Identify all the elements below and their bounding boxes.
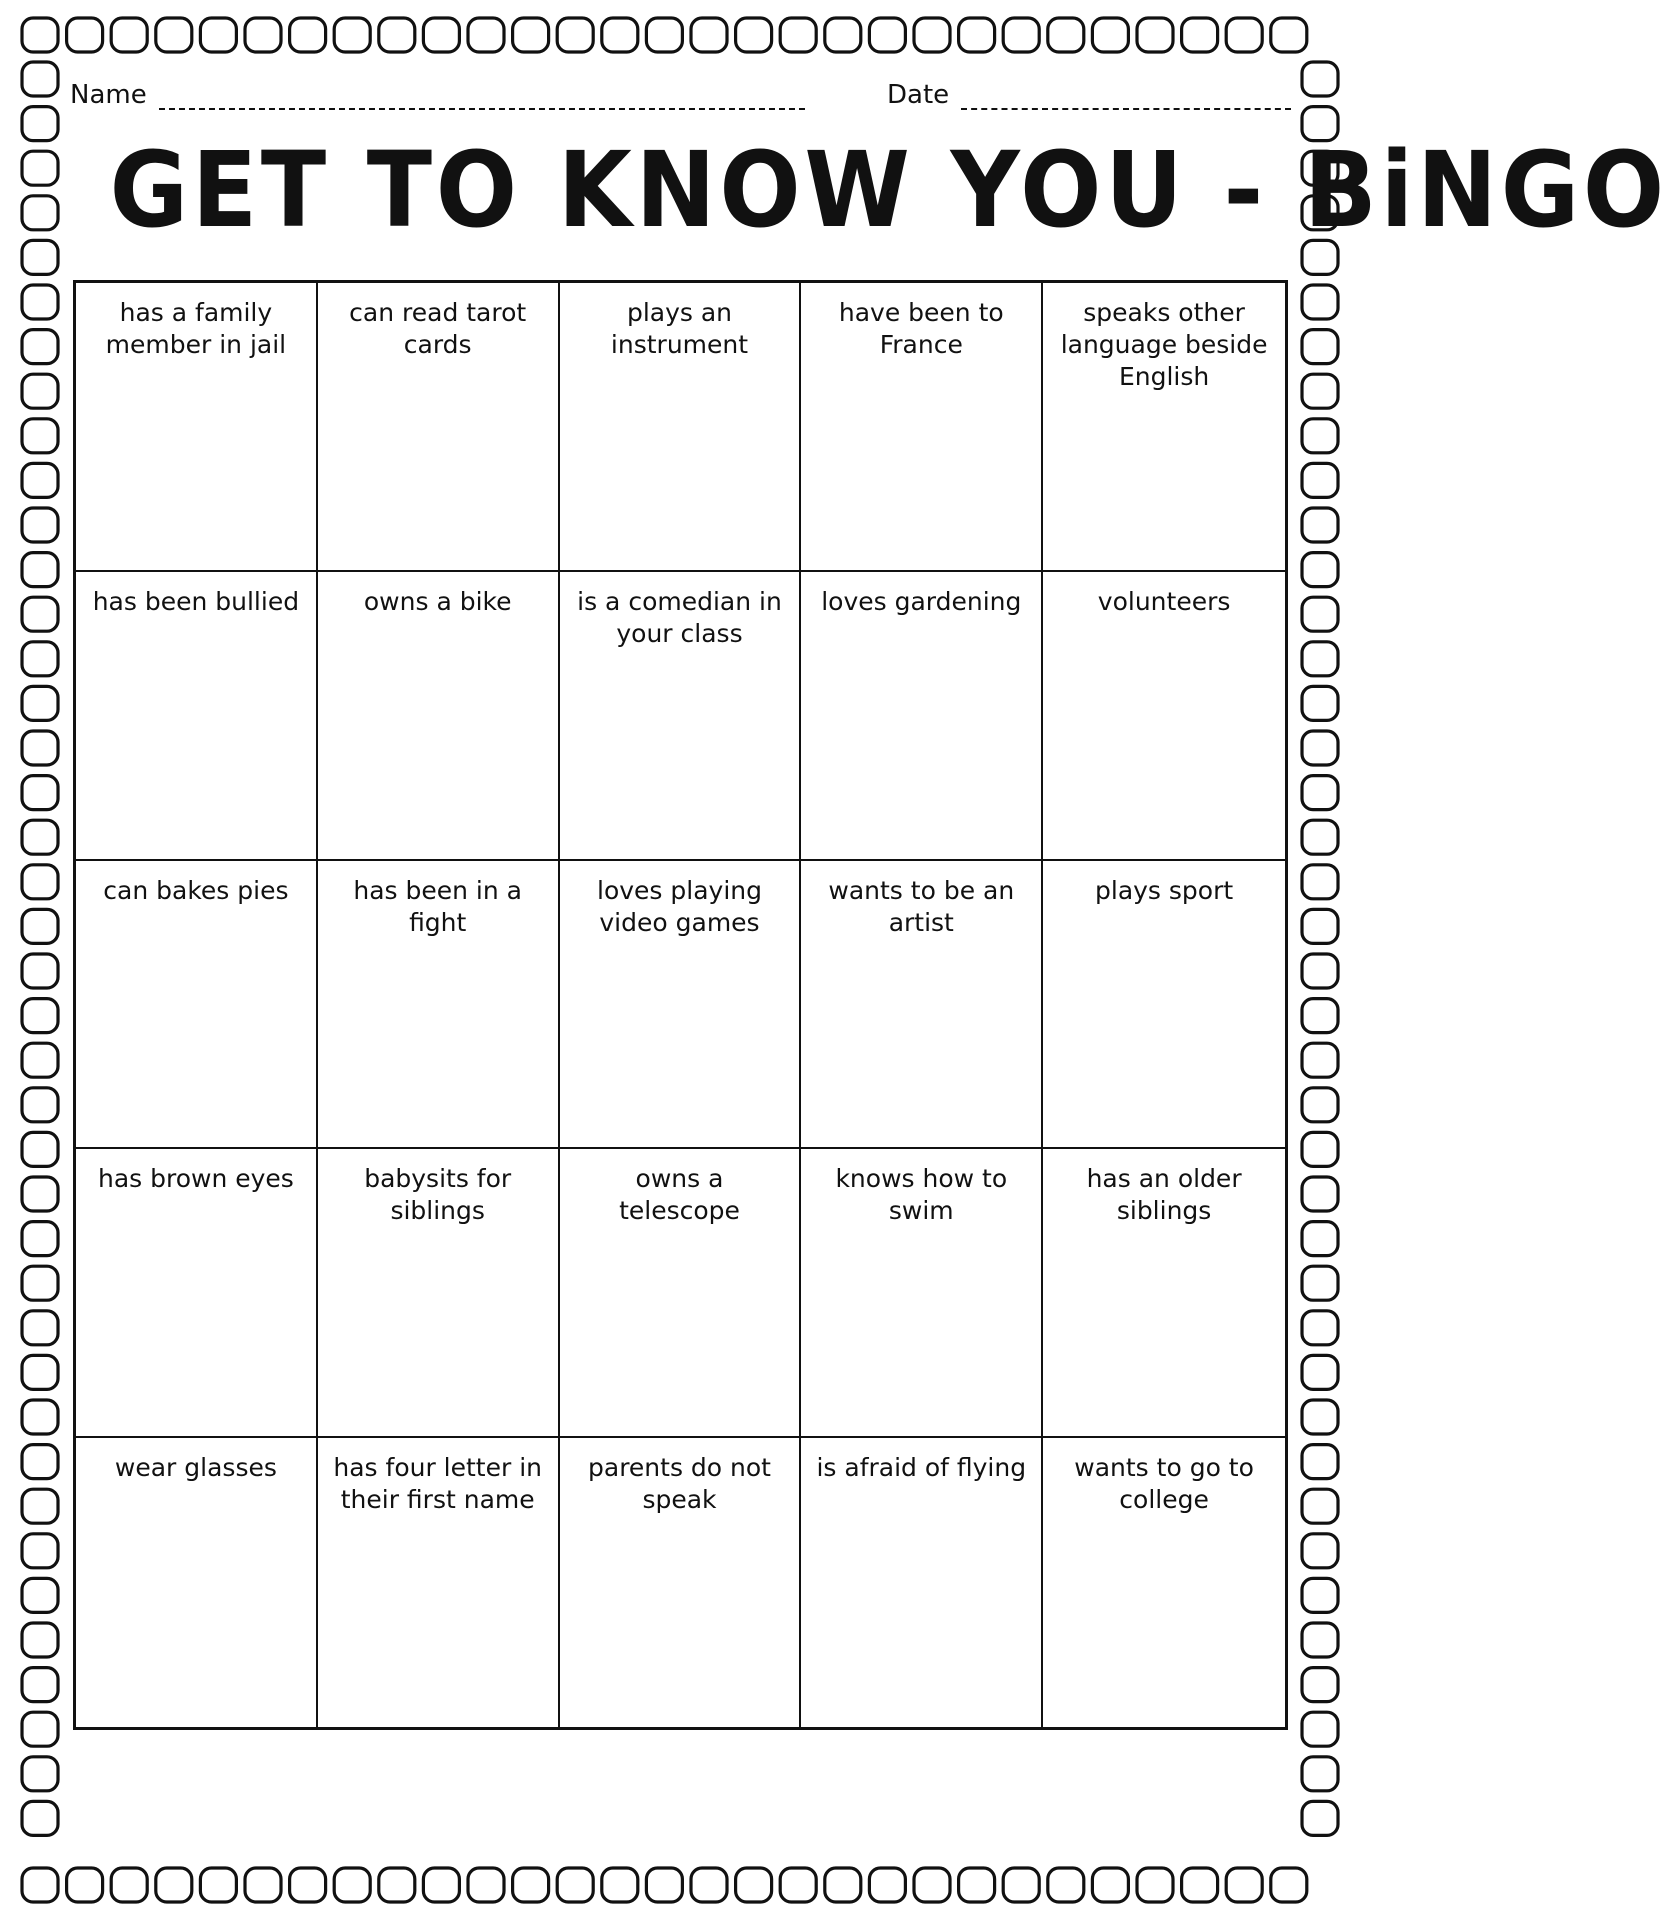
border-square [22, 107, 58, 141]
bingo-cell-prompt: has a family member in jail [105, 298, 287, 359]
border-square [22, 686, 58, 720]
border-square [22, 1132, 58, 1166]
border-square [22, 731, 58, 765]
border-square [1182, 18, 1218, 52]
border-square [22, 62, 58, 96]
border-square [22, 508, 58, 542]
border-square [1302, 1712, 1338, 1746]
border-square [646, 18, 682, 52]
border-square [1048, 1868, 1084, 1902]
border-square [22, 954, 58, 988]
bingo-cell[interactable] [560, 572, 802, 861]
border-square [156, 1868, 192, 1902]
border-square [1226, 1868, 1262, 1902]
border-square [22, 285, 58, 319]
border-square [1302, 686, 1338, 720]
border-square [22, 1489, 58, 1523]
date-label: Date [887, 80, 950, 110]
border-square [1302, 776, 1338, 810]
border-square [1137, 1868, 1173, 1902]
border-square [1302, 1801, 1338, 1835]
border-square [1302, 1400, 1338, 1434]
bingo-cell-prompt: loves gardening [821, 586, 1022, 616]
border-square [22, 999, 58, 1033]
border-square [1302, 1668, 1338, 1702]
border-square [602, 1868, 638, 1902]
bingo-cell-prompt: volunteers [1097, 586, 1231, 616]
border-square [22, 196, 58, 230]
bingo-cell[interactable] [560, 1149, 802, 1438]
bingo-cell[interactable] [318, 283, 560, 572]
bingo-cell[interactable] [76, 1149, 318, 1438]
border-square [423, 1868, 459, 1902]
border-square [1302, 508, 1338, 542]
border-square [557, 1868, 593, 1902]
date-field[interactable] [887, 80, 1357, 110]
border-square [379, 1868, 415, 1902]
border-square [245, 18, 281, 52]
border-square [1302, 1132, 1338, 1166]
border-square [22, 865, 58, 899]
bingo-cell[interactable] [1043, 283, 1285, 572]
border-square [1302, 1043, 1338, 1077]
border-square [1092, 1868, 1128, 1902]
bingo-cell[interactable] [801, 861, 1043, 1150]
bingo-cell-prompt: wear glasses [114, 1453, 277, 1483]
bingo-cell[interactable] [1043, 1438, 1285, 1727]
bingo-cell[interactable] [76, 572, 318, 861]
date-blank-line[interactable] [961, 86, 1291, 110]
bingo-cell-prompt: knows how to swim [835, 1164, 1008, 1226]
border-square [1302, 1445, 1338, 1479]
bingo-cell[interactable] [1043, 572, 1285, 861]
border-square [22, 1445, 58, 1479]
bingo-cell-prompt: owns a bike [363, 586, 512, 616]
border-square [423, 18, 459, 52]
bingo-cell-prompt: has been in a fight [353, 875, 522, 937]
bingo-cell-prompt: wants to go to college [1074, 1453, 1254, 1515]
bingo-cell[interactable] [801, 1438, 1043, 1727]
bingo-cell-prompt: can bakes pies [103, 875, 289, 905]
bingo-cell[interactable] [318, 572, 560, 861]
border-square [780, 18, 816, 52]
border-square [22, 1311, 58, 1345]
border-square [22, 1534, 58, 1568]
border-square [22, 597, 58, 631]
bingo-cell-prompt: plays sport [1095, 875, 1234, 905]
border-square [1182, 1868, 1218, 1902]
bingo-cell[interactable] [76, 1438, 318, 1727]
border-square [1302, 1266, 1338, 1300]
border-square [1302, 909, 1338, 943]
border-square [869, 1868, 905, 1902]
border-square [1302, 597, 1338, 631]
border-square [22, 1668, 58, 1702]
border-square [646, 1868, 682, 1902]
border-square [334, 18, 370, 52]
border-square [1302, 463, 1338, 497]
border-square [22, 419, 58, 453]
bingo-cell[interactable] [801, 283, 1043, 572]
border-square [1302, 419, 1338, 453]
border-square [22, 18, 58, 52]
border-square [1302, 999, 1338, 1033]
border-square [245, 1868, 281, 1902]
bingo-cell-prompt: is a comedian in your class [577, 586, 782, 648]
border-square [111, 18, 147, 52]
border-square [1092, 18, 1128, 52]
border-square [1003, 18, 1039, 52]
border-square [1003, 1868, 1039, 1902]
bingo-cell[interactable] [76, 283, 318, 572]
border-square [1048, 18, 1084, 52]
border-square [468, 1868, 504, 1902]
border-square [1302, 1311, 1338, 1345]
border-square [22, 1712, 58, 1746]
bingo-cell[interactable] [560, 1438, 802, 1727]
border-square [22, 909, 58, 943]
border-square [959, 18, 995, 52]
bingo-cell[interactable] [560, 861, 802, 1150]
border-square [22, 1623, 58, 1657]
border-square [1302, 1757, 1338, 1791]
bingo-cell-prompt: have been to France [838, 298, 1004, 359]
border-square [1302, 553, 1338, 587]
border-square [22, 151, 58, 185]
border-square [1302, 954, 1338, 988]
border-square [22, 330, 58, 364]
border-square [1226, 18, 1262, 52]
border-square [1302, 1578, 1338, 1612]
border-square [1302, 1222, 1338, 1256]
bingo-cell[interactable] [1043, 861, 1285, 1150]
border-square [22, 1400, 58, 1434]
bingo-cell-prompt: speaks other language beside English [1060, 298, 1268, 391]
border-square [1302, 374, 1338, 408]
border-square [1302, 1489, 1338, 1523]
border-square [1302, 642, 1338, 676]
bingo-cell-prompt: has four letter in their first name [333, 1453, 543, 1515]
border-square [22, 1757, 58, 1791]
bingo-cell-prompt: has brown eyes [97, 1164, 294, 1194]
border-square [1302, 285, 1338, 319]
border-square [513, 18, 549, 52]
border-square [290, 18, 326, 52]
border-square [67, 1868, 103, 1902]
border-square [22, 553, 58, 587]
border-square [1302, 330, 1338, 364]
border-square [825, 1868, 861, 1902]
border-square [22, 1266, 58, 1300]
border-square [1302, 1177, 1338, 1211]
bingo-grid [73, 280, 1288, 1730]
bingo-cell-prompt: has been bullied [92, 586, 300, 616]
border-square [22, 1868, 58, 1902]
bingo-cell[interactable] [801, 1149, 1043, 1438]
border-square [468, 18, 504, 52]
bingo-cell[interactable] [318, 1149, 560, 1438]
border-square [736, 1868, 772, 1902]
border-square [22, 1043, 58, 1077]
bingo-cell-prompt: is afraid of flying [816, 1453, 1027, 1483]
border-square [1302, 1623, 1338, 1657]
border-square [22, 463, 58, 497]
border-square [1302, 1088, 1338, 1122]
bingo-cell-prompt: loves playing video games [597, 875, 762, 937]
border-square [22, 1578, 58, 1612]
border-square [379, 18, 415, 52]
border-square [780, 1868, 816, 1902]
worksheet-title: GET TO KNOW YOU - BiNGO [109, 129, 1668, 251]
bingo-cell[interactable] [801, 572, 1043, 861]
border-square [22, 776, 58, 810]
header-fields [70, 80, 1290, 120]
border-square [111, 1868, 147, 1902]
border-square [200, 1868, 236, 1902]
border-square [334, 1868, 370, 1902]
border-square [22, 642, 58, 676]
name-blank-line[interactable] [159, 86, 805, 110]
border-square [513, 1868, 549, 1902]
border-square [1302, 820, 1338, 854]
border-square [290, 1868, 326, 1902]
border-square [914, 1868, 950, 1902]
name-field[interactable] [70, 80, 805, 110]
border-square [602, 18, 638, 52]
border-square [200, 18, 236, 52]
border-square [1302, 731, 1338, 765]
border-square [825, 18, 861, 52]
bingo-cell[interactable] [76, 861, 318, 1150]
bingo-cell-prompt: owns a telescope [619, 1164, 740, 1226]
border-square [22, 374, 58, 408]
bingo-cell-prompt: parents do not speak [588, 1453, 771, 1515]
border-square [67, 18, 103, 52]
border-square [22, 820, 58, 854]
border-square [22, 1355, 58, 1389]
border-square [156, 18, 192, 52]
bingo-cell-prompt: plays an instrument [610, 298, 749, 359]
border-square [1137, 18, 1173, 52]
border-square [1271, 18, 1307, 52]
border-square [691, 18, 727, 52]
border-square [914, 18, 950, 52]
border-square [22, 1088, 58, 1122]
border-square [1302, 1355, 1338, 1389]
border-square [22, 1177, 58, 1211]
bingo-cell-prompt: wants to be an artist [828, 875, 1015, 937]
border-square [1271, 1868, 1307, 1902]
bingo-cell-prompt: has an older siblings [1086, 1164, 1242, 1226]
border-square [869, 18, 905, 52]
border-square [1302, 1534, 1338, 1568]
bingo-cell-prompt: can read tarot cards [349, 298, 527, 359]
bingo-cell[interactable] [560, 283, 802, 572]
bingo-cell-prompt: babysits for siblings [364, 1164, 512, 1226]
border-square [959, 1868, 995, 1902]
bingo-cell[interactable] [318, 1438, 560, 1727]
border-square [736, 18, 772, 52]
border-square [557, 18, 593, 52]
bingo-cell[interactable] [318, 861, 560, 1150]
name-label: Name [70, 80, 147, 110]
bingo-cell[interactable] [1043, 1149, 1285, 1438]
border-square [22, 1222, 58, 1256]
border-square [22, 240, 58, 274]
border-square [22, 1801, 58, 1835]
border-square [1302, 865, 1338, 899]
border-square [691, 1868, 727, 1902]
